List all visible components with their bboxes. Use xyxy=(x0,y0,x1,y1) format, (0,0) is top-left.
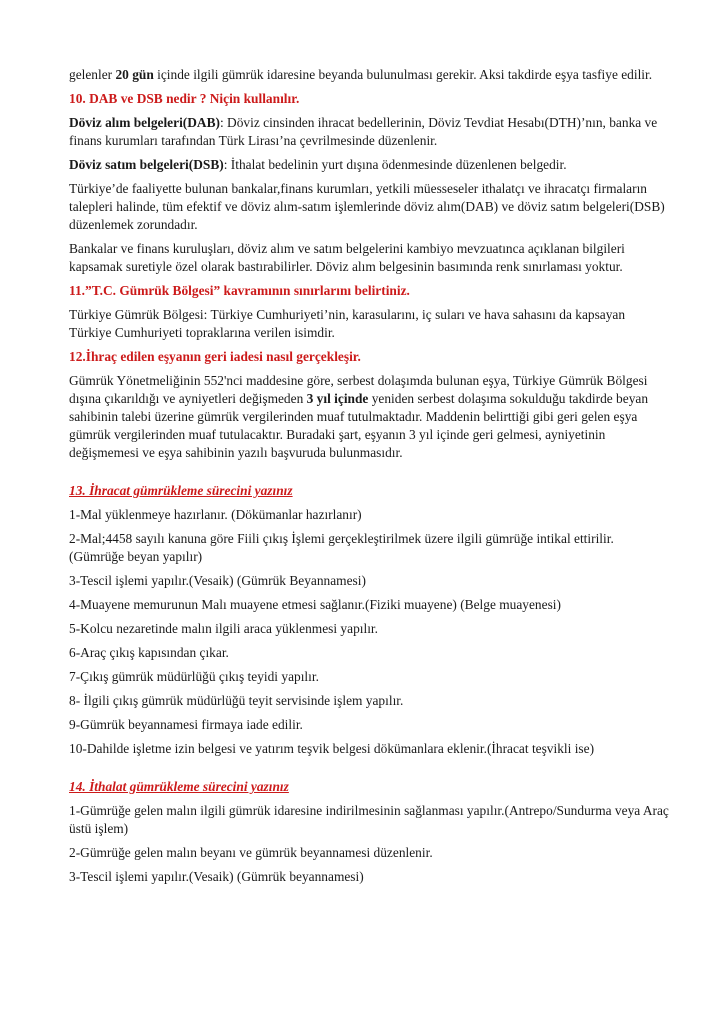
list-item: 6-Araç çıkış kapısından çıkar. xyxy=(69,645,229,660)
list-item: 2-Mal;4458 sayılı kanuna göre Fiili çıkış İşlemi gerçekleştirilmek üzere ilgili gümrüğe intikal ettirilir. (Gümrüğe beyan yapılır) xyxy=(69,531,614,564)
list-item: 10-Dahilde işletme izin belgesi ve yatırım teşvik belgesi dökümanlara eklenir.(İhracat teşvikli ise) xyxy=(69,741,595,756)
heading-11: 11.”T.C. Gümrük Bölgesi” kavramının sınırlarını belirtiniz. xyxy=(69,283,410,298)
paragraph-turkiye: Türkiye’de faaliyette bulunan bankalar,finans kurumları, yetkili müesseseler ithalatçı ve ihracatçı firmaların talepleri halinde, tüm efektif ve döviz alım-satım işlemlerinde döviz alım(DAB) ve döviz satım belgeleri(DSB) düzenlemek zorundadır. xyxy=(69,181,665,232)
list-item: 4-Muayene memurunun Malı muayene etmesi sağlanır.(Fiziki muayene) (Belge muayenesi) xyxy=(69,597,561,612)
paragraph-bankalar: Bankalar ve finans kuruluşları, döviz alım ve satım belgelerini kambiyo mevzuatınca açıklanan bilgileri kapsamak suretiyle özel olarak bastırabilirler. Döviz alım belgesinin basımında renk sınırlaması yoktur. xyxy=(69,241,625,274)
heading-14: 14. İthalat gümrükleme sürecini yazınız xyxy=(69,779,289,794)
paragraph-dab: Döviz alım belgeleri(DAB): Döviz cinsinden ihracat bedellerinin, Döviz Tevdiat Hesabı(DTH)’nın, banka ve finans kurumları tarafından Türk Lirası’na çevrilmesinde düzenlenir. xyxy=(69,115,658,148)
paragraph-11: Türkiye Gümrük Bölgesi: Türkiye Cumhuriyeti’nin, karasularını, iç suları ve hava sahasını da kapsayan Türkiye Cumhuriyeti topraklarına verilen isimdir. xyxy=(69,307,626,340)
spacer xyxy=(69,764,669,778)
heading-12: 12.İhraç edilen eşyanın geri iadesi nasıl gerçekleşir. xyxy=(69,349,361,364)
list-item: 3-Tescil işlemi yapılır.(Vesaik) (Gümrük beyannamesi) xyxy=(69,869,364,884)
heading-10: 10. DAB ve DSB nedir ? Niçin kullanılır. xyxy=(69,91,300,106)
paragraph-12: Gümrük Yönetmeliğinin 552'nci maddesine göre, serbest dolaşımda bulunan eşya, Türkiye Gümrük Bölgesi dışına çıkarıldığı ve ayniyetleri değişmeden 3 yıl içinde yeniden serbest dolaşıma sokulduğu takdirde beyan sahibinin talebi üzerine gümrük vergilerinden muaf tutulmaktadır. Maddenin belirttiği gibi geri gelen eşya gümrük vergilerinden muaf tutulacaktır. Buradaki şart, eşyanın 3 yıl içinde geri gelmesi, ayniyetinin değişmemesi ve eşya sahibinin yazılı başvuruda bulunmasıdır. xyxy=(69,373,649,460)
spacer xyxy=(69,468,669,482)
list-item: 8- İlgili çıkış gümrük müdürlüğü teyit servisinde işlem yapılır. xyxy=(69,693,404,708)
document-page xyxy=(69,66,669,892)
list-item: 1-Gümrüğe gelen malın ilgili gümrük idaresine indirilmesinin sağlanması yapılır.(Antrepo/Sundurma veya Araç üstü işlem) xyxy=(69,803,669,836)
list-item: 1-Mal yüklenmeye hazırlanır. (Dökümanlar hazırlanır) xyxy=(69,507,362,522)
list-item: 7-Çıkış gümrük müdürlüğü çıkış teyidi yapılır. xyxy=(69,669,319,684)
list-item: 5-Kolcu nezaretinde malın ilgili araca yüklenmesi yapılır. xyxy=(69,621,378,636)
paragraph-dsb: Döviz satım belgeleri(DSB): İthalat bedelinin yurt dışına ödenmesinde düzenlenen belgedir. xyxy=(69,157,567,172)
list-item: 3-Tescil işlemi yapılır.(Vesaik) (Gümrük Beyannamesi) xyxy=(69,573,366,588)
heading-13: 13. İhracat gümrükleme sürecini yazınız xyxy=(69,483,293,498)
list-item: 9-Gümrük beyannamesi firmaya iade edilir. xyxy=(69,717,303,732)
list-item: 2-Gümrüğe gelen malın beyanı ve gümrük beyannamesi düzenlenir. xyxy=(69,845,433,860)
paragraph-gelenler: gelenler 20 gün içinde ilgili gümrük idaresine beyanda bulunulması gerekir. Aksi takdirde eşya tasfiye edilir. xyxy=(69,67,653,82)
